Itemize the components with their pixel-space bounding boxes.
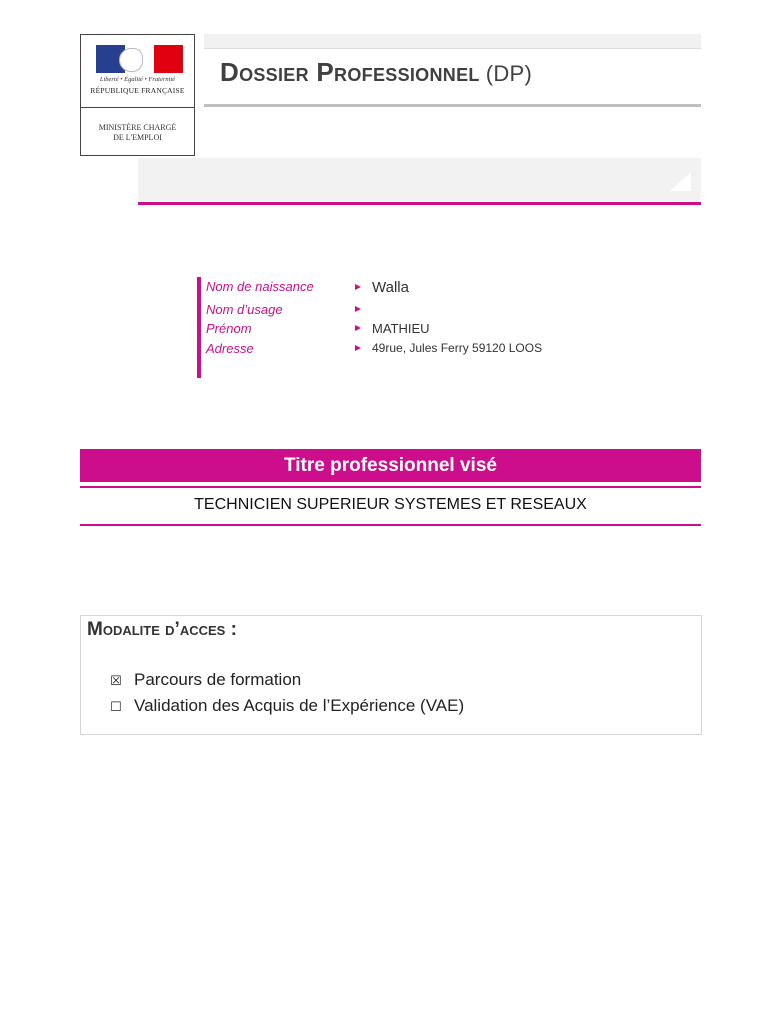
identity-label-address: Adresse — [206, 341, 254, 356]
arrow-right-icon — [355, 284, 361, 290]
identity-value-birth-name: Walla — [372, 279, 409, 296]
option-label: Parcours de formation — [134, 670, 302, 689]
ministry-line-1: MINISTÈRE CHARGÉ — [98, 123, 177, 132]
identity-value-address: 49rue, Jules Ferry 59120 LOOS — [372, 341, 543, 355]
page-title-text: Dossier Professionnel — [220, 57, 480, 87]
header-grey-band — [138, 158, 701, 201]
modalite-title: Modalite d’acces : — [87, 619, 237, 640]
section-heading-titre: Titre professionnel visé — [80, 449, 701, 482]
identity-label-usage-name: Nom d’usage — [206, 302, 283, 317]
republic-name: RÉPUBLIQUE FRANÇAISE — [90, 86, 185, 95]
page-title-suffix: (DP) — [485, 61, 533, 86]
arrow-right-icon — [355, 345, 361, 351]
titre-top-rule — [80, 486, 701, 488]
option-parcours-formation[interactable] — [108, 670, 301, 690]
identity-accent-bar — [197, 277, 201, 378]
titre-value: TECHNICIEN SUPERIEUR SYSTEMES ET RESEAUX — [194, 496, 587, 513]
option-vae[interactable] — [108, 696, 464, 716]
header-top-band — [204, 34, 701, 49]
checkbox-checked-icon[interactable]: ☒ — [110, 673, 122, 688]
identity-label-first-name: Prénom — [206, 321, 252, 336]
arrow-right-icon — [355, 325, 361, 331]
marianne-logo — [81, 35, 194, 108]
header-divider — [204, 104, 701, 107]
republic-logo — [80, 34, 195, 156]
marianne-icon — [119, 48, 143, 72]
header-accent-rule — [138, 202, 701, 205]
arrow-right-icon — [355, 306, 361, 312]
identity-label-birth-name: Nom de naissance — [206, 279, 314, 294]
ministry-name — [81, 123, 194, 143]
ministry-line-2: DE L'EMPLOI — [113, 133, 162, 142]
corner-triangle-icon — [670, 172, 691, 191]
page-title — [220, 57, 532, 88]
titre-bottom-rule — [80, 524, 701, 526]
checkbox-unchecked-icon[interactable]: ☐ — [110, 699, 122, 714]
option-label: Validation des Acquis de l’Expérience (VAE) — [134, 696, 465, 715]
republic-motto: Liberté • Égalité • Fraternité — [99, 76, 176, 83]
identity-value-first-name: MATHIEU — [372, 321, 430, 336]
